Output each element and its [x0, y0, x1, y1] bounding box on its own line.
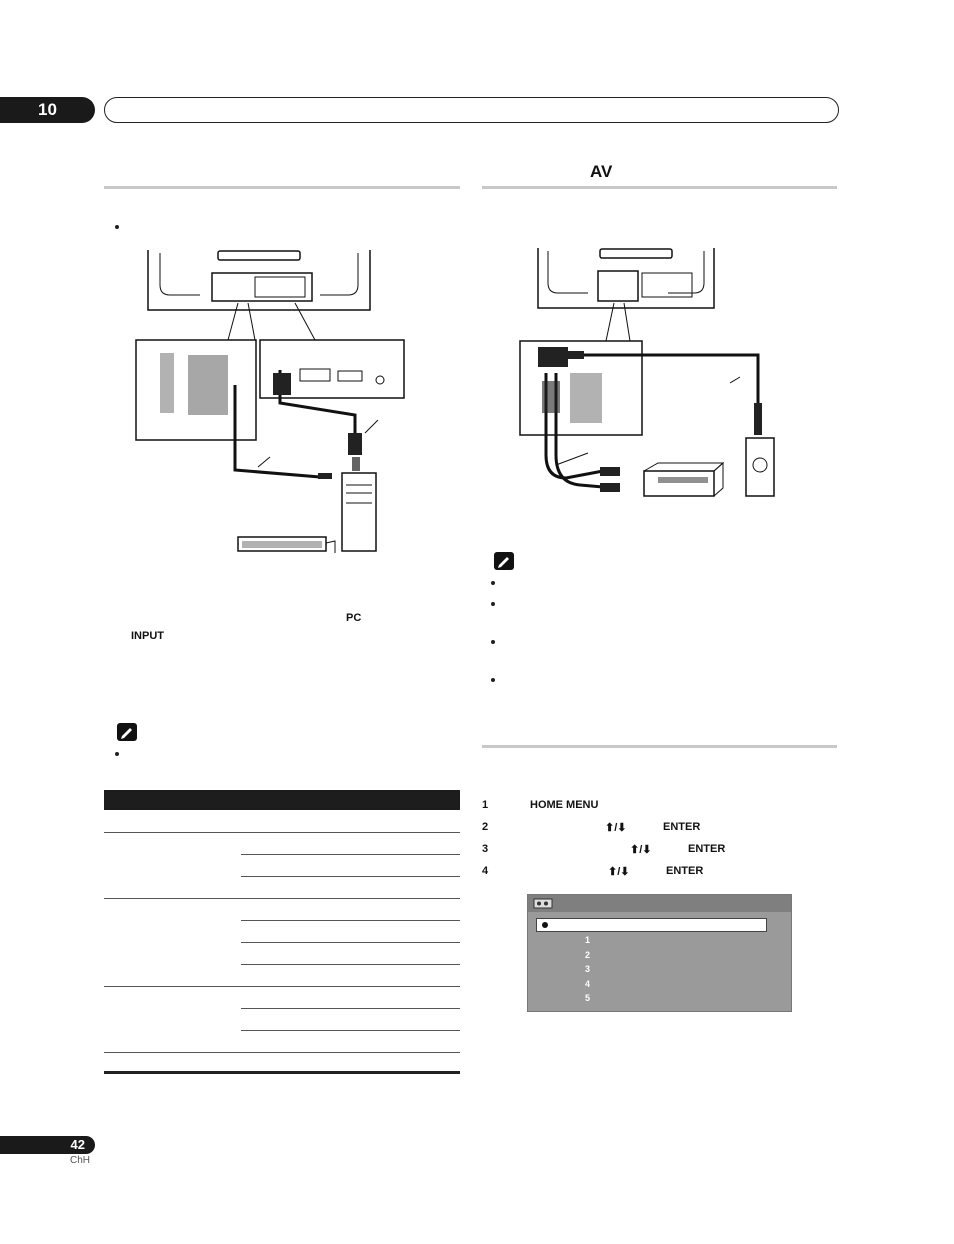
table-row-line	[241, 854, 460, 855]
table-row-line	[104, 1052, 460, 1053]
table-row-line	[104, 986, 460, 987]
table-row-line	[241, 876, 460, 877]
step-4-number: 4	[482, 865, 489, 877]
bullet	[491, 602, 495, 606]
pc-connection-diagram	[130, 245, 410, 560]
selected-dot-icon	[542, 922, 548, 928]
av-connection-diagram	[518, 243, 790, 503]
lower-right-section-rule	[482, 745, 837, 748]
av-section-heading: AV	[590, 162, 613, 181]
table-row-line	[104, 832, 460, 833]
step-3-enter: ENTER	[688, 843, 726, 855]
step-2-number: 2	[482, 821, 489, 833]
on-screen-menu	[527, 894, 792, 1012]
menu-title-bar	[528, 895, 791, 912]
step-4-enter: ENTER	[666, 865, 704, 877]
table-row-line	[241, 1008, 460, 1009]
menu-item[interactable]: 4	[585, 979, 591, 989]
menu-selected-row[interactable]	[536, 918, 767, 932]
step-4-arrows: ⬆/⬇	[608, 866, 630, 878]
input-label: INPUT	[131, 630, 164, 642]
table-row-line	[104, 898, 460, 899]
step-3-arrows: ⬆/⬇	[630, 844, 652, 856]
table-row-line	[241, 920, 460, 921]
note-pencil-icon	[494, 552, 514, 570]
page-number: 42	[0, 1136, 95, 1154]
menu-item[interactable]: 2	[585, 950, 591, 960]
step-1-number: 1	[482, 799, 489, 811]
step-1-home-menu: HOME MENU	[530, 799, 599, 811]
menu-item[interactable]: 5	[585, 993, 591, 1003]
language-code: ChH	[70, 1155, 91, 1166]
menu-item[interactable]: 1	[585, 935, 591, 945]
table-row-line	[241, 1030, 460, 1031]
step-2-enter: ENTER	[663, 821, 701, 833]
left-section-rule	[104, 186, 460, 189]
bullet	[491, 640, 495, 644]
bullet	[491, 581, 495, 585]
chapter-number-tab: 10	[0, 97, 95, 123]
menu-item[interactable]: 3	[585, 964, 591, 974]
pc-label: PC	[346, 612, 362, 624]
chapter-title-bar	[104, 97, 839, 123]
note-pencil-icon	[117, 723, 137, 741]
table-row-line	[241, 942, 460, 943]
table-row-line	[241, 964, 460, 965]
bullet	[491, 678, 495, 682]
table-bottom-rule	[104, 1071, 460, 1074]
step-3-number: 3	[482, 843, 489, 855]
bullet	[115, 752, 119, 756]
bullet	[115, 225, 119, 229]
step-2-arrows: ⬆/⬇	[605, 822, 627, 834]
menu-icon	[533, 898, 553, 909]
right-section-rule	[482, 186, 837, 189]
table-header	[104, 790, 460, 810]
